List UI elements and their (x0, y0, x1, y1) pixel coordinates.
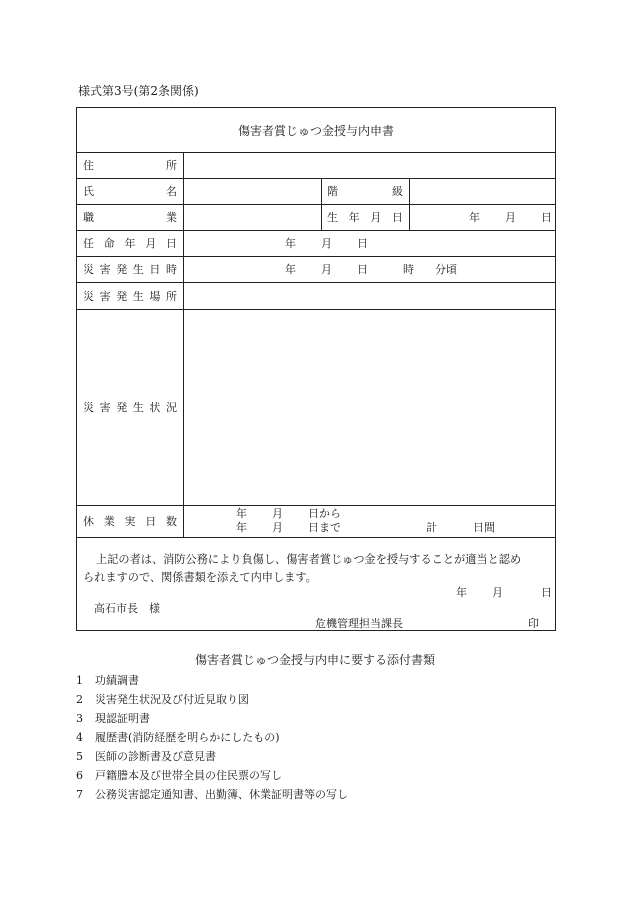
label-birth-date: 生 年 月 日 (327, 211, 403, 224)
datetime-month-unit: 月 (321, 263, 332, 276)
datetime-year-unit: 年 (285, 263, 296, 276)
date-month-unit: 月 (492, 586, 503, 599)
datetime-hour-unit: 時 (403, 263, 414, 276)
attachment-item: 4 履歴書(消防経歴を明らかにしたもの) (76, 731, 280, 744)
total-label: 計 (426, 521, 437, 534)
label-disaster-datetime: 災 害 発 生 日 時 (83, 263, 177, 276)
address-field[interactable] (184, 153, 555, 178)
appointment-year-unit: 年 (285, 237, 296, 250)
attachment-item: 7 公務災害認定通知書、出勤簿、休業証明書等の写し (76, 788, 348, 801)
attachment-item: 1 功績調書 (76, 674, 139, 687)
occupation-field[interactable] (184, 205, 321, 230)
divider (77, 505, 555, 506)
label-name: 氏 名 (83, 185, 177, 198)
label-rank: 階 級 (327, 185, 403, 198)
attachments-title: 傷害者賞じゅつ金授与内申に要する添付書類 (194, 653, 435, 667)
statement-line-2: られますので、関係書類を添えて内申します。 (83, 571, 317, 584)
disaster-situation-field[interactable] (184, 310, 555, 505)
from-month-unit: 月 (272, 507, 283, 520)
sender-title: 危機管理担当課長 (315, 617, 403, 630)
to-month-unit: 月 (272, 521, 283, 534)
statement-line-1: 上記の者は、消防公務により負傷し、傷害者賞じゅつ金を授与することが適当と認め (96, 553, 522, 566)
label-address: 住 所 (83, 159, 177, 172)
form-title: 傷害者賞じゅつ金授与内申書 (237, 124, 394, 138)
total-unit: 日間 (473, 521, 495, 534)
attachment-item: 5 医師の診断書及び意見書 (76, 750, 216, 763)
label-occupation: 職 業 (83, 211, 177, 224)
column-divider (321, 178, 322, 230)
divider (77, 256, 555, 257)
datetime-day-unit: 日 (357, 263, 368, 276)
label-disaster-place: 災 害 発 生 場 所 (83, 290, 177, 303)
form-reference: 様式第3号(第2条関係) (78, 84, 199, 98)
datetime-minute-unit: 分頃 (435, 263, 457, 276)
date-day-unit: 日 (541, 586, 552, 599)
divider (77, 230, 555, 231)
from-day-unit: 日から (308, 507, 341, 520)
to-year-unit: 年 (236, 521, 247, 534)
divider (77, 537, 555, 538)
addressee: 高石市長 様 (94, 602, 160, 615)
application-form (76, 107, 556, 631)
date-year-unit: 年 (456, 586, 467, 599)
to-day-unit: 日まで (308, 521, 341, 534)
label-appointment-date: 任 命 年 月 日 (83, 237, 177, 250)
label-days-off: 休 業 実 日 数 (83, 515, 177, 528)
label-disaster-situation: 災 害 発 生 状 況 (83, 401, 177, 414)
appointment-month-unit: 月 (321, 237, 332, 250)
name-field[interactable] (184, 179, 321, 204)
attachment-item: 3 現認証明書 (76, 712, 150, 725)
seal-mark: 印 (528, 617, 539, 630)
from-year-unit: 年 (236, 507, 247, 520)
attachment-item: 6 戸籍謄本及び世帯全員の住民票の写し (76, 769, 282, 782)
birth-day-unit: 日 (541, 211, 552, 224)
birth-month-unit: 月 (505, 211, 516, 224)
birth-year-unit: 年 (469, 211, 480, 224)
appointment-day-unit: 日 (357, 237, 368, 250)
rank-field[interactable] (410, 179, 555, 204)
attachment-item: 2 災害発生状況及び付近見取り図 (76, 693, 249, 706)
divider (77, 282, 555, 283)
